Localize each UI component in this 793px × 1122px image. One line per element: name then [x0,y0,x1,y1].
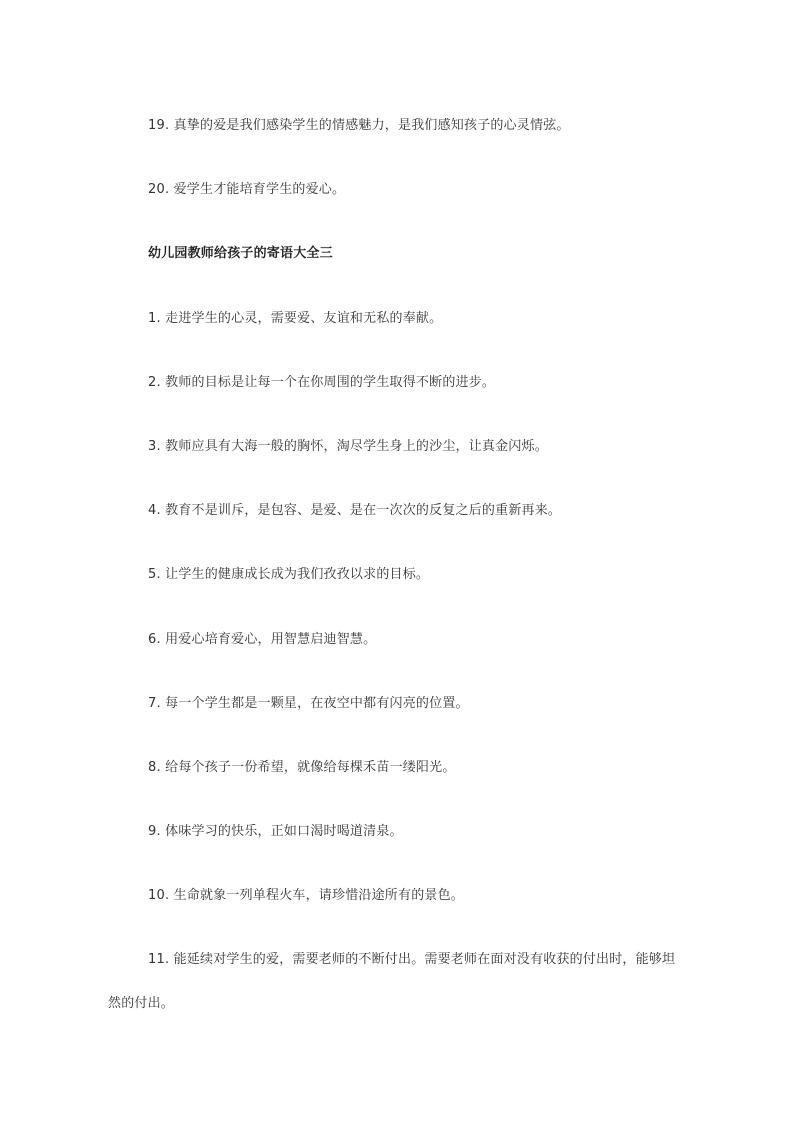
list-item-6: 6. 用爱心培育爱心，用智慧启迪智慧。 [148,632,377,647]
list-item-10: 10. 生命就象一列单程火车，请珍惜沿途所有的景色。 [148,888,465,903]
list-item-11: 11. 能延续对学生的爱，需要老师的不断付出。需要老师在面对没有收获的付出时，能够坦然的付出。 [108,952,676,1011]
list-item-8: 8. 给每个孩子一份希望，就像给每棵禾苗一缕阳光。 [148,760,456,775]
list-item-7: 7. 每一个学生都是一颗星，在夜空中都有闪亮的位置。 [148,696,469,711]
list-item-5: 5. 让学生的健康成长成为我们孜孜以求的目标。 [148,567,430,582]
list-item-3: 3. 教师应具有大海一般的胸怀，淘尽学生身上的沙尘，让真金闪烁。 [148,439,548,454]
list-item-20: 20. 爱学生才能培育学生的爱心。 [148,182,346,197]
section-heading: 幼儿园教师给孩子的寄语大全三 [148,246,333,261]
list-item-9: 9. 体味学习的快乐，正如口渴时喝道清泉。 [148,824,403,839]
list-item-19: 19. 真挚的爱是我们感染学生的情感魅力，是我们感知孩子的心灵情弦。 [148,118,570,133]
list-item-1: 1. 走进学生的心灵，需要爱、友谊和无私的奉献。 [148,311,443,326]
list-item-4: 4. 教育不是训斥，是包容、是爱、是在一次次的反复之后的重新再来。 [148,503,562,518]
list-item-2: 2. 教师的目标是让每一个在你周围的学生取得不断的进步。 [148,375,496,390]
